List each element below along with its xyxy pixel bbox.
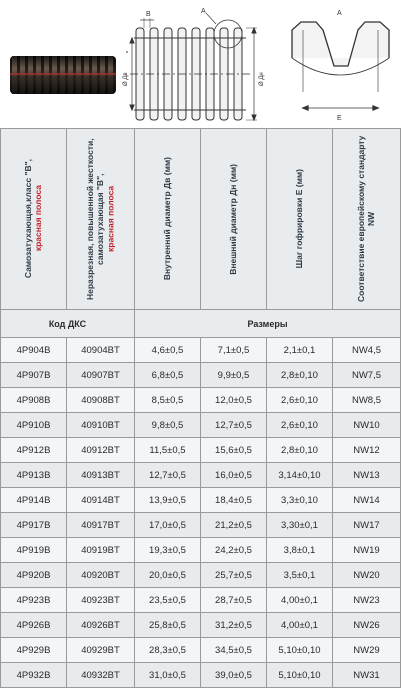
cell-outer-diameter: 21,2±0,5 bbox=[201, 513, 267, 538]
cell-outer-diameter: 28,7±0,5 bbox=[201, 588, 267, 613]
label-a: A bbox=[201, 8, 206, 15]
cell-code-b: 4P907B bbox=[1, 363, 67, 388]
technical-drawing bbox=[0, 0, 400, 128]
cell-code-b: 4P914B bbox=[1, 488, 67, 513]
table-row bbox=[1, 388, 401, 413]
table-row bbox=[1, 538, 401, 563]
cell-outer-diameter: 18,4±0,5 bbox=[201, 488, 267, 513]
cell-nw-standard: NW19 bbox=[333, 538, 401, 563]
cell-outer-diameter: 7,1±0,5 bbox=[201, 338, 267, 363]
table-body bbox=[1, 338, 401, 688]
cell-code-bt: 40919BT bbox=[67, 538, 135, 563]
cell-nw-standard: NW13 bbox=[333, 463, 401, 488]
cell-corrugation-pitch: 3,30±0,1 bbox=[267, 513, 333, 538]
col6-header: Соответствие европейскому стандарту NW bbox=[333, 129, 401, 310]
cell-corrugation-pitch: 4,00±0,1 bbox=[267, 588, 333, 613]
cell-inner-diameter: 8,5±0,5 bbox=[135, 388, 201, 413]
cell-nw-standard: NW8,5 bbox=[333, 388, 401, 413]
col1-header: Самозатухающая,класс "В", красная полоса bbox=[1, 129, 67, 310]
label-e: E bbox=[337, 115, 342, 122]
col5-header: Шаг гофрировки E (мм) bbox=[267, 129, 333, 310]
cell-code-bt: 40904BT bbox=[67, 338, 135, 363]
cell-code-b: 4P919B bbox=[1, 538, 67, 563]
drawing-area bbox=[0, 0, 400, 128]
cell-code-bt: 40907BT bbox=[67, 363, 135, 388]
table-row bbox=[1, 613, 401, 638]
cell-nw-standard: NW23 bbox=[333, 588, 401, 613]
table-row bbox=[1, 438, 401, 463]
cell-code-bt: 40917BT bbox=[67, 513, 135, 538]
cell-outer-diameter: 24,2±0,5 bbox=[201, 538, 267, 563]
table-row bbox=[1, 413, 401, 438]
cell-code-b: 4P920B bbox=[1, 563, 67, 588]
cell-code-bt: 40912BT bbox=[67, 438, 135, 463]
cell-code-b: 4P926B bbox=[1, 613, 67, 638]
cell-code-b: 4P923B bbox=[1, 588, 67, 613]
cell-corrugation-pitch: 5,10±0,10 bbox=[267, 663, 333, 688]
label-dn: Ø Дн bbox=[259, 72, 265, 86]
table-row bbox=[1, 638, 401, 663]
cell-outer-diameter: 34,5±0,5 bbox=[201, 638, 267, 663]
cell-code-b: 4P910B bbox=[1, 413, 67, 438]
cell-code-bt: 40929BT bbox=[67, 638, 135, 663]
cell-outer-diameter: 12,7±0,5 bbox=[201, 413, 267, 438]
cell-inner-diameter: 23,5±0,5 bbox=[135, 588, 201, 613]
col4-header: Внешний диаметр Дн (мм) bbox=[201, 129, 267, 310]
cell-nw-standard: NW12 bbox=[333, 438, 401, 463]
cell-corrugation-pitch: 4,00±0,1 bbox=[267, 613, 333, 638]
cell-code-b: 4P913B bbox=[1, 463, 67, 488]
cell-inner-diameter: 9,8±0,5 bbox=[135, 413, 201, 438]
cell-outer-diameter: 25,7±0,5 bbox=[201, 563, 267, 588]
table-row bbox=[1, 338, 401, 363]
cell-code-bt: 40908BT bbox=[67, 388, 135, 413]
cell-corrugation-pitch: 5,10±0,10 bbox=[267, 638, 333, 663]
cell-inner-diameter: 31,0±0,5 bbox=[135, 663, 201, 688]
cell-outer-diameter: 31,2±0,5 bbox=[201, 613, 267, 638]
tube-section-drawing bbox=[126, 13, 257, 120]
cell-nw-standard: NW20 bbox=[333, 563, 401, 588]
col3-header: Внутренний диаметр Дв (мм) bbox=[135, 129, 201, 310]
cell-inner-diameter: 19,3±0,5 bbox=[135, 538, 201, 563]
profile-detail-drawing bbox=[292, 22, 389, 110]
table-row bbox=[1, 663, 401, 688]
cell-outer-diameter: 16,0±0,5 bbox=[201, 463, 267, 488]
header-row bbox=[1, 129, 401, 310]
cell-corrugation-pitch: 3,5±0,1 bbox=[267, 563, 333, 588]
cell-nw-standard: NW4,5 bbox=[333, 338, 401, 363]
table-row bbox=[1, 488, 401, 513]
sizes-subheader: Размеры bbox=[135, 310, 401, 338]
cell-nw-standard: NW14 bbox=[333, 488, 401, 513]
specification-table bbox=[0, 128, 401, 688]
cell-outer-diameter: 12,0±0,5 bbox=[201, 388, 267, 413]
cell-nw-standard: NW7,5 bbox=[333, 363, 401, 388]
label-a-detail: A bbox=[337, 10, 342, 17]
cell-inner-diameter: 6,8±0,5 bbox=[135, 363, 201, 388]
cell-code-bt: 40920BT bbox=[67, 563, 135, 588]
cell-inner-diameter: 11,5±0,5 bbox=[135, 438, 201, 463]
cell-corrugation-pitch: 2,1±0,1 bbox=[267, 338, 333, 363]
cell-code-b: 4P912B bbox=[1, 438, 67, 463]
cell-inner-diameter: 12,7±0,5 bbox=[135, 463, 201, 488]
cell-code-bt: 40910BT bbox=[67, 413, 135, 438]
cell-code-bt: 40926BT bbox=[67, 613, 135, 638]
cell-corrugation-pitch: 2,6±0,10 bbox=[267, 388, 333, 413]
cell-code-b: 4P908B bbox=[1, 388, 67, 413]
cell-code-bt: 40913BT bbox=[67, 463, 135, 488]
cell-code-b: 4P932B bbox=[1, 663, 67, 688]
cell-inner-diameter: 28,3±0,5 bbox=[135, 638, 201, 663]
cell-code-b: 4P929B bbox=[1, 638, 67, 663]
cell-code-b: 4P917B bbox=[1, 513, 67, 538]
cell-corrugation-pitch: 3,3±0,10 bbox=[267, 488, 333, 513]
cell-nw-standard: NW26 bbox=[333, 613, 401, 638]
cell-corrugation-pitch: 2,6±0,10 bbox=[267, 413, 333, 438]
cell-inner-diameter: 25,8±0,5 bbox=[135, 613, 201, 638]
cell-corrugation-pitch: 2,8±0,10 bbox=[267, 438, 333, 463]
cell-outer-diameter: 15,6±0,5 bbox=[201, 438, 267, 463]
table-row bbox=[1, 588, 401, 613]
cell-corrugation-pitch: 3,8±0,1 bbox=[267, 538, 333, 563]
table-row bbox=[1, 463, 401, 488]
cell-nw-standard: NW31 bbox=[333, 663, 401, 688]
cell-code-bt: 40914BT bbox=[67, 488, 135, 513]
cell-inner-diameter: 20,0±0,5 bbox=[135, 563, 201, 588]
cell-inner-diameter: 17,0±0,5 bbox=[135, 513, 201, 538]
cell-corrugation-pitch: 2,8±0,10 bbox=[267, 363, 333, 388]
code-subheader: Код ДКС bbox=[1, 310, 135, 338]
col2-header: Неразрезная, повышенной жесткости, самозатухающая "В", красная полоса bbox=[67, 129, 135, 310]
cell-nw-standard: NW29 bbox=[333, 638, 401, 663]
cell-nw-standard: NW10 bbox=[333, 413, 401, 438]
subheader-row bbox=[1, 310, 401, 338]
table-row bbox=[1, 513, 401, 538]
cell-code-bt: 40923BT bbox=[67, 588, 135, 613]
table-row bbox=[1, 563, 401, 588]
cell-outer-diameter: 9,9±0,5 bbox=[201, 363, 267, 388]
cell-inner-diameter: 4,6±0,5 bbox=[135, 338, 201, 363]
label-dv: Ø Дв bbox=[123, 72, 129, 86]
cell-outer-diameter: 39,0±0,5 bbox=[201, 663, 267, 688]
table-row bbox=[1, 363, 401, 388]
cell-nw-standard: NW17 bbox=[333, 513, 401, 538]
label-b: B bbox=[146, 11, 151, 18]
cell-code-bt: 40932BT bbox=[67, 663, 135, 688]
cell-corrugation-pitch: 3,14±0,10 bbox=[267, 463, 333, 488]
tube-photo bbox=[10, 56, 116, 94]
cell-code-b: 4P904B bbox=[1, 338, 67, 363]
cell-inner-diameter: 13,9±0,5 bbox=[135, 488, 201, 513]
